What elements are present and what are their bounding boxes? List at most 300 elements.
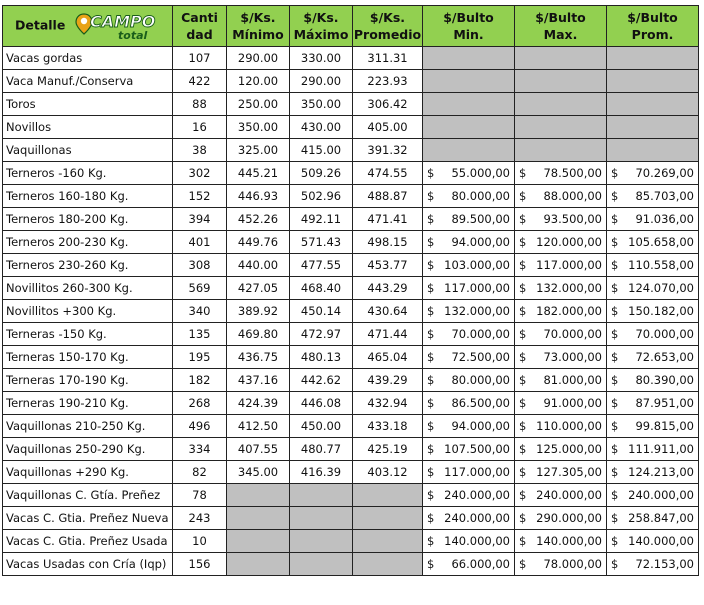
row-empty-cell — [515, 93, 607, 116]
row-kmin: 120.00 — [227, 70, 290, 93]
row-bmin — [423, 484, 515, 507]
row-kmin: 424.39 — [227, 392, 290, 415]
row-kprom: 471.44 — [353, 323, 423, 346]
row-detalle: Vacas C. Gtia. Preñez Nueva — [3, 507, 173, 530]
row-bmax — [515, 438, 607, 461]
row-empty-cell — [353, 484, 423, 507]
row-cantidad: 268 — [173, 392, 227, 415]
table-row — [3, 461, 699, 484]
row-detalle: Terneros -160 Kg. — [3, 162, 173, 185]
row-empty-cell — [353, 553, 423, 576]
currency-symbol: $ — [427, 373, 435, 387]
row-detalle: Terneras 170-190 Kg. — [3, 369, 173, 392]
row-kprom: 405.00 — [353, 116, 423, 139]
amount: 240.000,00 — [536, 488, 602, 502]
header-row — [3, 6, 699, 47]
row-detalle: Terneros 230-260 Kg. — [3, 254, 173, 277]
row-kmax: 442.62 — [290, 369, 353, 392]
row-empty-cell — [227, 530, 290, 553]
row-bmin — [423, 530, 515, 553]
currency-symbol: $ — [611, 189, 619, 203]
amount: 70.000,00 — [635, 327, 694, 341]
row-kprom: 474.55 — [353, 162, 423, 185]
amount: 140.000,00 — [536, 534, 602, 548]
row-empty-cell — [423, 116, 515, 139]
amount: 78.000,00 — [543, 557, 602, 571]
currency-symbol: $ — [427, 235, 435, 249]
row-detalle: Vacas gordas — [3, 47, 173, 70]
amount: 73.000,00 — [543, 350, 602, 364]
row-kmax: 290.00 — [290, 70, 353, 93]
row-kmax: 450.00 — [290, 415, 353, 438]
row-kmin: 452.26 — [227, 208, 290, 231]
currency-symbol: $ — [519, 235, 527, 249]
row-bmax — [515, 484, 607, 507]
amount: 80.000,00 — [451, 373, 510, 387]
currency-symbol: $ — [519, 258, 527, 272]
row-kmax: 480.77 — [290, 438, 353, 461]
table-row — [3, 254, 699, 277]
table-row — [3, 415, 699, 438]
row-bmax — [515, 461, 607, 484]
amount: 87.951,00 — [635, 396, 694, 410]
row-bmin — [423, 461, 515, 484]
row-empty-cell — [423, 93, 515, 116]
row-kmax: 468.40 — [290, 277, 353, 300]
row-detalle: Vaquillonas 210-250 Kg. — [3, 415, 173, 438]
row-kmin: 407.55 — [227, 438, 290, 461]
row-kmax: 415.00 — [290, 139, 353, 162]
currency-symbol: $ — [611, 212, 619, 226]
row-kmax: 472.97 — [290, 323, 353, 346]
row-kmax: 509.26 — [290, 162, 353, 185]
amount: 72.500,00 — [451, 350, 510, 364]
amount: 91.000,00 — [543, 396, 602, 410]
amount: 240.000,00 — [628, 488, 694, 502]
table-row — [3, 392, 699, 415]
amount: 94.000,00 — [451, 419, 510, 433]
amount: 81.000,00 — [543, 373, 602, 387]
row-kprom: 443.29 — [353, 277, 423, 300]
table-row — [3, 484, 699, 507]
row-bprom — [607, 277, 699, 300]
row-detalle: Novillitos +300 Kg. — [3, 300, 173, 323]
row-cantidad: 243 — [173, 507, 227, 530]
row-kprom: 306.42 — [353, 93, 423, 116]
row-detalle: Terneros 200-230 Kg. — [3, 231, 173, 254]
row-kprom: 471.41 — [353, 208, 423, 231]
row-detalle: Vaquillonas +290 Kg. — [3, 461, 173, 484]
currency-symbol: $ — [611, 419, 619, 433]
row-bmax — [515, 553, 607, 576]
row-detalle: Terneras 190-210 Kg. — [3, 392, 173, 415]
row-kmin: 445.21 — [227, 162, 290, 185]
table-row — [3, 530, 699, 553]
amount: 94.000,00 — [451, 235, 510, 249]
amount: 125.000,00 — [536, 442, 602, 456]
row-bmin — [423, 369, 515, 392]
row-kmax: 430.00 — [290, 116, 353, 139]
row-kmax: 450.14 — [290, 300, 353, 323]
amount: 107.500,00 — [444, 442, 510, 456]
row-kmin: 436.75 — [227, 346, 290, 369]
row-kmin: 325.00 — [227, 139, 290, 162]
row-cantidad: 156 — [173, 553, 227, 576]
currency-symbol: $ — [519, 373, 527, 387]
amount: 70.000,00 — [451, 327, 510, 341]
row-kmin: 350.00 — [227, 116, 290, 139]
row-cantidad: 88 — [173, 93, 227, 116]
table-row — [3, 208, 699, 231]
row-bmin — [423, 507, 515, 530]
amount: 110.000,00 — [536, 419, 602, 433]
svg-text:total: total — [117, 29, 147, 42]
currency-symbol: $ — [611, 442, 619, 456]
table-row — [3, 47, 699, 70]
currency-symbol: $ — [611, 488, 619, 502]
table-row — [3, 70, 699, 93]
row-kprom: 498.15 — [353, 231, 423, 254]
row-detalle: Terneras 150-170 Kg. — [3, 346, 173, 369]
row-cantidad: 195 — [173, 346, 227, 369]
row-bmax — [515, 323, 607, 346]
row-bprom — [607, 346, 699, 369]
amount: 124.213,00 — [628, 465, 694, 479]
row-bmax — [515, 530, 607, 553]
currency-symbol: $ — [611, 166, 619, 180]
currency-symbol: $ — [611, 304, 619, 318]
currency-symbol: $ — [611, 557, 619, 571]
row-bprom — [607, 553, 699, 576]
row-detalle: Vacas Usadas con Cría (Iqp) — [3, 553, 173, 576]
row-bmax — [515, 162, 607, 185]
row-empty-cell — [290, 553, 353, 576]
currency-symbol: $ — [519, 419, 527, 433]
amount: 127.305,00 — [536, 465, 602, 479]
row-cantidad: 340 — [173, 300, 227, 323]
row-kprom: 403.12 — [353, 461, 423, 484]
row-empty-cell — [607, 70, 699, 93]
row-bmin — [423, 323, 515, 346]
table-row — [3, 369, 699, 392]
row-kmin: 427.05 — [227, 277, 290, 300]
row-kmin: 389.92 — [227, 300, 290, 323]
row-kmin: 446.93 — [227, 185, 290, 208]
row-bmin — [423, 392, 515, 415]
currency-symbol: $ — [519, 442, 527, 456]
amount: 99.815,00 — [635, 419, 694, 433]
table-row — [3, 300, 699, 323]
row-bmax — [515, 231, 607, 254]
row-cantidad: 78 — [173, 484, 227, 507]
row-empty-cell — [290, 530, 353, 553]
amount: 140.000,00 — [444, 534, 510, 548]
row-cantidad: 10 — [173, 530, 227, 553]
row-empty-cell — [515, 116, 607, 139]
row-bmax — [515, 415, 607, 438]
row-bprom — [607, 461, 699, 484]
amount: 240.000,00 — [444, 511, 510, 525]
row-bprom — [607, 507, 699, 530]
row-empty-cell — [607, 93, 699, 116]
currency-symbol: $ — [519, 189, 527, 203]
currency-symbol: $ — [611, 511, 619, 525]
row-cantidad: 182 — [173, 369, 227, 392]
header-detalle — [3, 6, 173, 47]
row-bmin — [423, 277, 515, 300]
row-bmax — [515, 346, 607, 369]
row-detalle: Vaquillonas — [3, 139, 173, 162]
row-bmax — [515, 392, 607, 415]
currency-symbol: $ — [519, 488, 527, 502]
row-empty-cell — [227, 553, 290, 576]
amount: 88.000,00 — [543, 189, 602, 203]
row-detalle: Novillos — [3, 116, 173, 139]
currency-symbol: $ — [611, 373, 619, 387]
row-detalle: Terneros 180-200 Kg. — [3, 208, 173, 231]
currency-symbol: $ — [519, 557, 527, 571]
currency-symbol: $ — [519, 304, 527, 318]
row-detalle: Terneras -150 Kg. — [3, 323, 173, 346]
row-cantidad: 107 — [173, 47, 227, 70]
amount: 111.911,00 — [628, 442, 694, 456]
currency-symbol: $ — [427, 511, 435, 525]
row-kmax: 330.00 — [290, 47, 353, 70]
amount: 80.000,00 — [451, 189, 510, 203]
row-bmax — [515, 185, 607, 208]
currency-symbol: $ — [611, 258, 619, 272]
row-bmin — [423, 438, 515, 461]
row-cantidad: 38 — [173, 139, 227, 162]
table-row — [3, 346, 699, 369]
table-row — [3, 277, 699, 300]
currency-symbol: $ — [427, 557, 435, 571]
row-kprom: 432.94 — [353, 392, 423, 415]
currency-symbol: $ — [611, 281, 619, 295]
amount: 70.269,00 — [635, 166, 694, 180]
row-empty-cell — [607, 47, 699, 70]
row-kprom: 465.04 — [353, 346, 423, 369]
row-bprom — [607, 254, 699, 277]
row-kmax: 480.13 — [290, 346, 353, 369]
currency-symbol: $ — [427, 327, 435, 341]
currency-symbol: $ — [519, 327, 527, 341]
currency-symbol: $ — [427, 281, 435, 295]
table-row — [3, 93, 699, 116]
row-bmin — [423, 415, 515, 438]
currency-symbol: $ — [427, 419, 435, 433]
svg-text:CAMPO: CAMPO — [89, 12, 156, 31]
row-bmin — [423, 346, 515, 369]
row-bprom — [607, 530, 699, 553]
currency-symbol: $ — [519, 281, 527, 295]
row-bprom — [607, 208, 699, 231]
amount: 124.070,00 — [628, 281, 694, 295]
amount: 132.000,00 — [444, 304, 510, 318]
row-cantidad: 152 — [173, 185, 227, 208]
row-bmax — [515, 369, 607, 392]
row-bprom — [607, 231, 699, 254]
amount: 72.153,00 — [635, 557, 694, 571]
row-kprom: 425.19 — [353, 438, 423, 461]
row-cantidad: 334 — [173, 438, 227, 461]
row-kprom: 311.31 — [353, 47, 423, 70]
row-cantidad: 422 — [173, 70, 227, 93]
row-empty-cell — [423, 70, 515, 93]
currency-symbol: $ — [519, 534, 527, 548]
currency-symbol: $ — [427, 442, 435, 456]
amount: 140.000,00 — [628, 534, 694, 548]
row-empty-cell — [227, 507, 290, 530]
amount: 120.000,00 — [536, 235, 602, 249]
header-kg-min: $/Ks. Mínimo — [227, 6, 290, 47]
row-bmax — [515, 208, 607, 231]
currency-symbol: $ — [611, 235, 619, 249]
currency-symbol: $ — [427, 534, 435, 548]
row-kmin: 412.50 — [227, 415, 290, 438]
row-kmin: 449.76 — [227, 231, 290, 254]
row-empty-cell — [515, 47, 607, 70]
row-kmax: 492.11 — [290, 208, 353, 231]
header-kg-prom: $/Ks. Promedio — [353, 6, 423, 47]
row-empty-cell — [290, 484, 353, 507]
header-cantidad: Canti dad — [173, 6, 227, 47]
row-kmax: 502.96 — [290, 185, 353, 208]
row-empty-cell — [227, 484, 290, 507]
row-empty-cell — [423, 139, 515, 162]
amount: 78.500,00 — [543, 166, 602, 180]
currency-symbol: $ — [611, 534, 619, 548]
amount: 72.653,00 — [635, 350, 694, 364]
row-empty-cell — [607, 139, 699, 162]
table-row — [3, 116, 699, 139]
row-cantidad: 16 — [173, 116, 227, 139]
currency-symbol: $ — [611, 465, 619, 479]
row-kmin: 250.00 — [227, 93, 290, 116]
row-bprom — [607, 438, 699, 461]
row-kmin: 469.80 — [227, 323, 290, 346]
amount: 89.500,00 — [451, 212, 510, 226]
currency-symbol: $ — [519, 511, 527, 525]
row-bmin — [423, 553, 515, 576]
amount: 117.000,00 — [444, 281, 510, 295]
amount: 117.000,00 — [536, 258, 602, 272]
table-row — [3, 438, 699, 461]
row-kmin: 345.00 — [227, 461, 290, 484]
row-empty-cell — [423, 47, 515, 70]
row-cantidad: 308 — [173, 254, 227, 277]
row-bmin — [423, 208, 515, 231]
row-cantidad: 496 — [173, 415, 227, 438]
table-body — [3, 47, 699, 576]
amount: 80.390,00 — [635, 373, 694, 387]
row-bmax — [515, 507, 607, 530]
amount: 117.000,00 — [444, 465, 510, 479]
row-kmin: 290.00 — [227, 47, 290, 70]
row-bmin — [423, 231, 515, 254]
amount: 290.000,00 — [536, 511, 602, 525]
amount: 105.658,00 — [628, 235, 694, 249]
currency-symbol: $ — [427, 350, 435, 364]
amount: 93.500,00 — [543, 212, 602, 226]
price-table — [2, 5, 699, 576]
row-detalle: Vaca Manuf./Conserva — [3, 70, 173, 93]
currency-symbol: $ — [427, 212, 435, 226]
row-bprom — [607, 392, 699, 415]
currency-symbol: $ — [519, 465, 527, 479]
row-detalle: Novillitos 260-300 Kg. — [3, 277, 173, 300]
table-row — [3, 231, 699, 254]
amount: 55.000,00 — [451, 166, 510, 180]
row-kmin: 437.16 — [227, 369, 290, 392]
row-bmin — [423, 300, 515, 323]
amount: 103.000,00 — [444, 258, 510, 272]
row-kprom: 453.77 — [353, 254, 423, 277]
amount: 66.000,00 — [451, 557, 510, 571]
currency-symbol: $ — [427, 304, 435, 318]
row-kprom: 223.93 — [353, 70, 423, 93]
currency-symbol: $ — [427, 166, 435, 180]
currency-symbol: $ — [519, 166, 527, 180]
row-cantidad: 569 — [173, 277, 227, 300]
table-row — [3, 139, 699, 162]
currency-symbol: $ — [611, 327, 619, 341]
row-detalle: Vaquillonas 250-290 Kg. — [3, 438, 173, 461]
row-detalle: Vaquillonas C. Gtía. Preñez — [3, 484, 173, 507]
currency-symbol: $ — [611, 350, 619, 364]
header-detalle-label: Detalle — [15, 17, 66, 33]
row-bprom — [607, 484, 699, 507]
amount: 182.000,00 — [536, 304, 602, 318]
row-empty-cell — [290, 507, 353, 530]
currency-symbol: $ — [427, 396, 435, 410]
row-cantidad: 82 — [173, 461, 227, 484]
currency-symbol: $ — [611, 396, 619, 410]
row-bmax — [515, 277, 607, 300]
row-kprom: 391.32 — [353, 139, 423, 162]
amount: 132.000,00 — [536, 281, 602, 295]
row-bmax — [515, 300, 607, 323]
table-row — [3, 553, 699, 576]
currency-symbol: $ — [519, 350, 527, 364]
currency-symbol: $ — [427, 189, 435, 203]
table-row — [3, 185, 699, 208]
row-kmax: 571.43 — [290, 231, 353, 254]
table-row — [3, 162, 699, 185]
row-empty-cell — [515, 70, 607, 93]
row-kprom: 488.87 — [353, 185, 423, 208]
amount: 150.182,00 — [628, 304, 694, 318]
header-bulto-min: $/Bulto Min. — [423, 6, 515, 47]
amount: 258.847,00 — [628, 511, 694, 525]
currency-symbol: $ — [427, 465, 435, 479]
row-empty-cell — [353, 507, 423, 530]
table-row — [3, 507, 699, 530]
row-empty-cell — [353, 530, 423, 553]
row-bmin — [423, 254, 515, 277]
campo-total-logo — [74, 10, 162, 42]
amount: 110.558,00 — [628, 258, 694, 272]
row-bprom — [607, 162, 699, 185]
row-bprom — [607, 369, 699, 392]
row-bmax — [515, 254, 607, 277]
header-bulto-prom: $/Bulto Prom. — [607, 6, 699, 47]
row-kmax: 477.55 — [290, 254, 353, 277]
row-kprom: 439.29 — [353, 369, 423, 392]
row-cantidad: 135 — [173, 323, 227, 346]
currency-symbol: $ — [519, 212, 527, 226]
amount: 86.500,00 — [451, 396, 510, 410]
